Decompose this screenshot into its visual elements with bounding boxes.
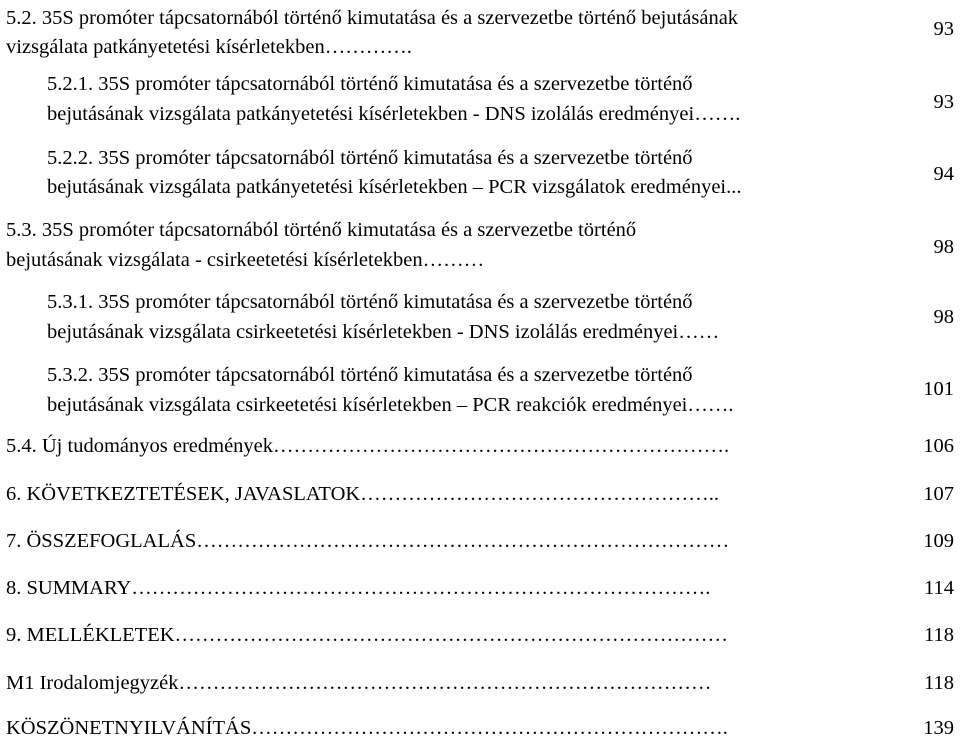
toc-page-number: 98 <box>933 236 954 258</box>
toc-entry-text: KÖSZÖNETNYILVÁNÍTÁS……………………………………………………………. <box>6 717 728 739</box>
toc-entry-text-line-1: 5.3. 35S promóter tápcsatornából történő kimutatása és a szervezetbe történő <box>6 219 637 241</box>
toc-page-number: 101 <box>923 378 954 400</box>
toc-entry-text: 5.4. Új tudományos eredmények…………………………………………………………. <box>6 435 730 457</box>
toc-entry-text-line-2: bejutásának vizsgálata patkányetetési kísérletekben – PCR vizsgálatok eredményei... <box>47 176 742 198</box>
toc-entry-text-line-2: bejutásának vizsgálata csirkeetetési kísérletekben - DNS izolálás eredményei…… <box>47 321 720 343</box>
toc-page-number: 93 <box>933 18 954 40</box>
toc-page-number: 118 <box>924 624 954 646</box>
toc-entry-text: M1 Irodalomjegyzék…………………………………………………………………… <box>6 672 712 694</box>
toc-entry-text-line-1: 5.2. 35S promóter tápcsatornából történő kimutatása és a szervezetbe történő bejutásának <box>6 7 739 29</box>
toc-entry-text: 6. KÖVETKEZTETÉSEK, JAVASLATOK…………………………………………….. <box>6 483 719 505</box>
toc-page-number: 93 <box>933 91 954 113</box>
toc-entry-text: 8. SUMMARY…………………………………………………………………………. <box>6 577 711 599</box>
toc-entry-text-line-2: bejutásának vizsgálata patkányetetési kísérletekben - DNS izolálás eredményei……. <box>47 103 741 125</box>
toc-entry-text-line-1: 5.2.1. 35S promóter tápcsatornából történő kimutatása és a szervezetbe történő <box>47 73 693 95</box>
toc-page-number: 98 <box>933 306 954 328</box>
toc-entry-text: 7. ÖSSZEFOGLALÁS…………………………………………………………………… <box>6 530 730 552</box>
toc-entry-text-line-2: bejutásának vizsgálata - csirkeetetési kísérletekben……… <box>6 249 485 271</box>
toc-page-number: 139 <box>923 717 954 739</box>
toc-page-number: 107 <box>923 483 954 505</box>
toc-entry-text-line-1: 5.3.2. 35S promóter tápcsatornából történő kimutatása és a szervezetbe történő <box>47 364 693 386</box>
toc-page-number: 109 <box>923 530 954 552</box>
toc-page-number: 106 <box>923 435 954 457</box>
toc-page-number: 118 <box>924 672 954 694</box>
toc-entry-text: 9. MELLÉKLETEK……………………………………………………………………… <box>6 624 729 646</box>
toc-page-number: 114 <box>924 577 954 599</box>
toc-entry-text-line-2: vizsgálata patkányetetési kísérletekben…………. <box>6 36 412 58</box>
toc-entry-text-line-1: 5.3.1. 35S promóter tápcsatornából történő kimutatása és a szervezetbe történő <box>47 291 693 313</box>
toc-entry-text-line-2: bejutásának vizsgálata csirkeetetési kísérletekben – PCR reakciók eredményei……. <box>47 394 734 416</box>
toc-entry-text-line-1: 5.2.2. 35S promóter tápcsatornából történő kimutatása és a szervezetbe történő <box>47 147 693 169</box>
toc-page-number: 94 <box>933 163 954 185</box>
